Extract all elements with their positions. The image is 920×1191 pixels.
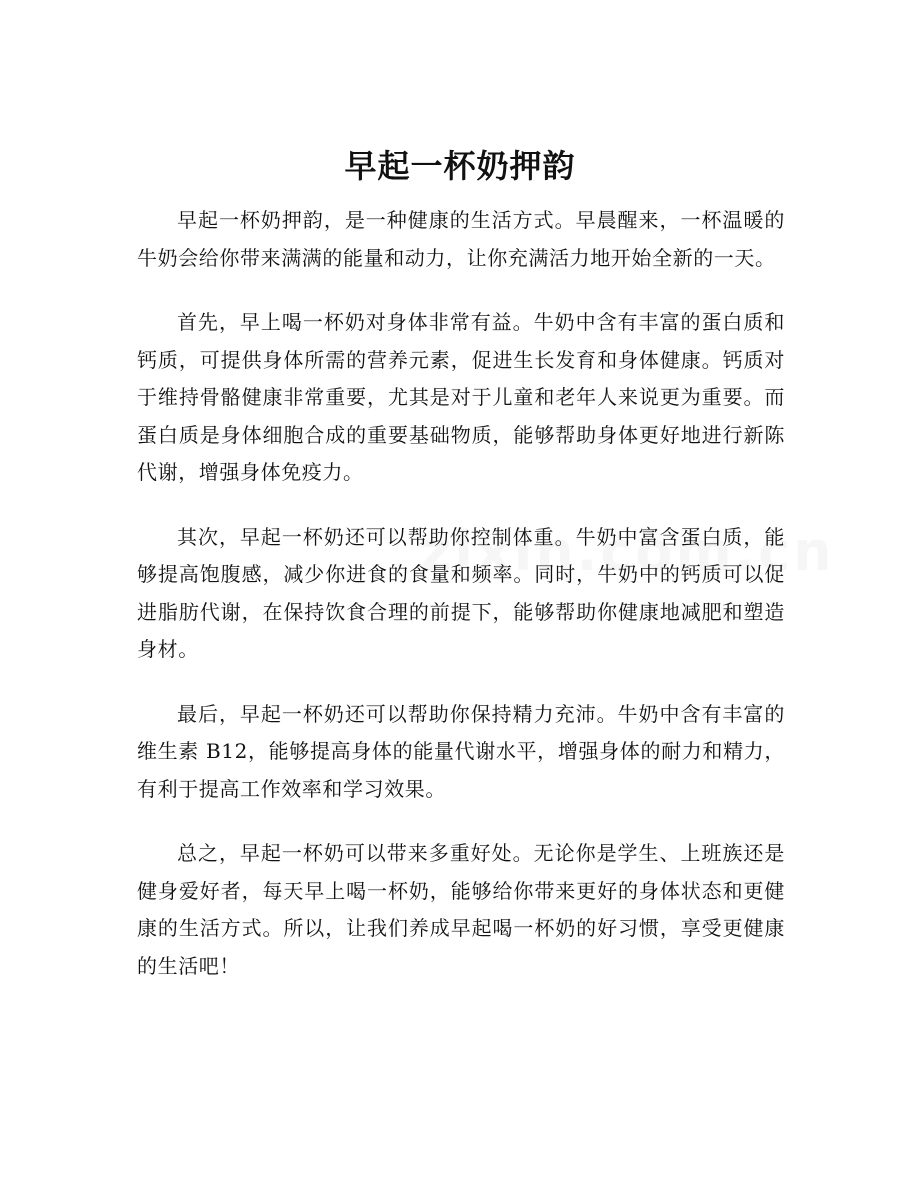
paragraph-conclusion: 总之，早起一杯奶可以带来多重好处。无论你是学生、上班族还是健身爱好者，每天早上喝一杯奶，能够给你带来更好的身体状态和更健康的生活方式。所以，让我们养成早起喝一杯奶的好习惯，享受更健康的生活吧！ — [137, 841, 785, 978]
paragraph-first: 首先，早上喝一杯奶对身体非常有益。牛奶中含有丰富的蛋白质和钙质，可提供身体所需的营养元素，促进生长发育和身体健康。钙质对于维持骨骼健康非常重要，尤其是对于儿童和老年人来说更为重要。而蛋白质是身体细胞合成的重要基础物质，能够帮助身体更好地进行新陈代谢，增强身体免疫力。 — [137, 310, 785, 484]
paragraph-intro: 早起一杯奶押韵，是一种健康的生活方式。早晨醒来，一杯温暖的牛奶会给你带来满满的能量和动力，让你充满活力地开始全新的一天。 — [137, 208, 785, 270]
page-title: 早起一杯奶押韵 — [344, 147, 576, 185]
paragraph-second: 其次，早起一杯奶还可以帮助你控制体重。牛奶中富含蛋白质，能够提高饱腹感，减少你进食的食量和频率。同时，牛奶中的钙质可以促进脂肪代谢，在保持饮食合理的前提下，能够帮助你健康地减肥和塑造身材。 — [137, 524, 785, 661]
paragraph-last: 最后，早起一杯奶还可以帮助你保持精力充沛。牛奶中含有丰富的维生素 B12，能够提高身体的能量代谢水平，增强身体的耐力和精力，有利于提高工作效率和学习效果。 — [137, 701, 785, 801]
document-body — [137, 202, 785, 1012]
